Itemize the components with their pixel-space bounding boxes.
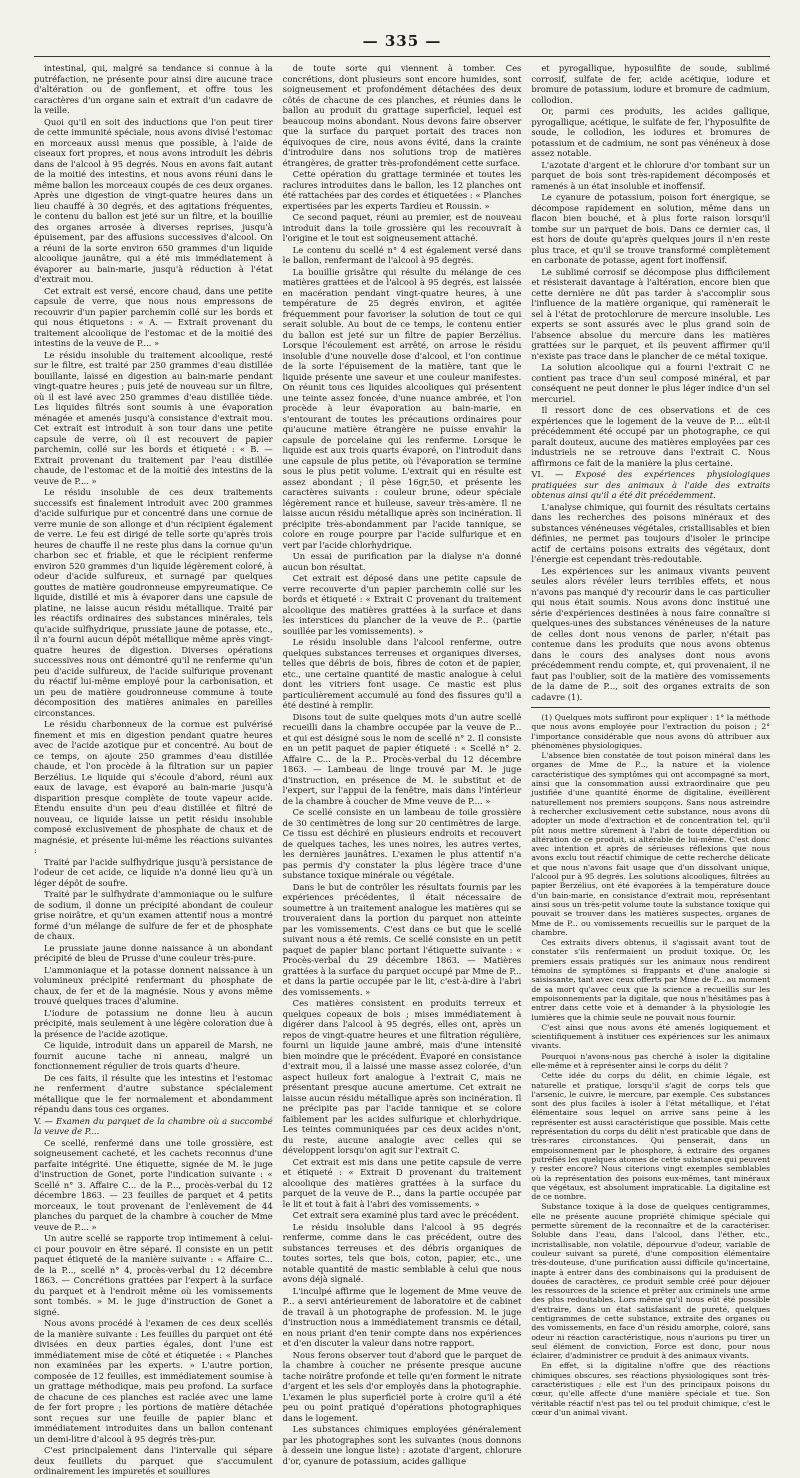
paragraph: La bouillie grisâtre qui résulte du mélange de ces matières grattées et de l'alcool à 95 degrés, est laissée en macération pendant vingt-quatre heures, à une température de 25 degrés environ, et agitée fréquemment pour favoriser la solution de tout ce qui serait soluble. Au bout de ce temps, le contenu entier du ballon est jeté sur un filtre de papier Berzélius. Lorsque l'écoulement est arrêté, on arrose le résidu insoluble d'une nouvelle dose d'alcool, et l'on continue de la sorte l'épuisement de la matière, tant que le liquide présente une saveur et une couleur manifestes. On réunit tous ces liquides alcooliques qui présentent une teinte assez foncée, d'une nuance ambrée, et l'on procède à leur évaporation au bain-marie, en s'entourant de toutes les précautions ordinaires pour qu'aucune matière étrangère ne puisse envahir la capsule de porcelaine qui les renferme. Lorsque le liquide est aux trois quarts évaporé, on l'introduit dans une capsule de plus petite, où l'évaporation se termine sous le plus petit volume. L'extrait qui en résulte est assez abondant ; il pèse 16gr,50, et présente les caractères suivants : couleur brune, odeur spéciale légèrement rance et huileuse, saveur très-amère. Il ne laisse aucun résidu métallique après son incinération. Il précipite très-abondamment par l'acide tannique, se colore en rouge pourpre par l'acide sulfurique et en vert par l'acide chlorhydrique. xyxy=(282,266,522,550)
paragraph: (1) Quelques mots suffiront pour expliquer : 1° la méthode que nous avons employée pour l'extraction du poison ; 2° l'importance considérable que nous avons dû attribuer aux phénomènes physiologiques. xyxy=(531,713,771,750)
paragraph: Traité par l'acide sulfhydrique jusqu'à persistance de l'odeur de cet acide, ce liquide n'a donné lieu qu'à un léger dépôt de soufre. xyxy=(34,856,273,888)
page-number: — 335 — xyxy=(362,32,442,50)
paragraph: Les substances chimiques employées généralement par les photographes sont les suivantes (nous donnons à dessein une longue liste) : azotate d'argent, chlorure d'or, cyanure de potassium, acides gallique xyxy=(282,1424,522,1466)
section-vi-heading xyxy=(531,469,770,501)
paragraph: Nous avons procédé à l'examen de ces deux scellés de la manière suivante : Les feuilles du parquet ont été divisées en deux parties égales, dont l'une est immédiatement mise de côté et étiquetée : « Planches non examinées par les experts. » L'autre portion, composée de 12 feuilles, est immédiatement soumise à un grattage méthodique, mais peu profond. La surface de chacune de ces planches est raclée avec une lame de fer fort propre ; les portions de matière détachée sont reçues sur une feuille de papier blanc et immédiatement introduites dans un ballon contenant un demi-litre d'alcool à 95 degrés très-pur. xyxy=(34,1318,273,1444)
paragraph: L'inculpé affirme que le logement de Mme veuve de P... a servi antérieurement de laboratoire et de cabinet de travail à un photographe de profession. M. le juge d'instruction nous a immédiatement transmis ce détail, en nous priant d'en tenir compte dans nos expériences et d'en discuter la valeur dans notre rapport. xyxy=(282,1285,522,1348)
paragraph: Pourquoi n'avons-nous pas cherché à isoler la digitaline elle-même et à représenter ainsi le corps du délit ? xyxy=(531,1051,771,1070)
paragraph: Le prussiate jaune donne naissance à un abondant précipité de bleu de Prusse d'une couleur très-pure. xyxy=(34,942,273,963)
paragraph: Le contenu du scellé n° 4 est également versé dans le ballon, renfermant de l'alcool à 95 degrés. xyxy=(282,244,522,265)
section-number: V. xyxy=(34,1115,42,1126)
paragraph: Cet extrait est versé, encore chaud, dans une petite capsule de verre, que nous nous empressons de recouvrir d'un papier parchemin collé sur les bords et qui nous étiquetons : « A. — Extrait provenant du traitement alcoolique de l'estomac et de la moitié des intestins de la veuve de P.... » xyxy=(34,285,273,348)
paragraph: Or, parmi ces produits, les acides gallique, pyrogallique, acétique, le sulfate de fer, l'hyposulfite de soude, le collodion, les iodures et bromures de potassium et de cadmium, ne sont pas vénéneux à dose assez notable. xyxy=(531,106,771,158)
paragraph: Le résidu insoluble du traitement alcoolique, resté sur le filtre, est traité par 250 grammes d'eau distillée bouillante, laissé en digestion au bain-marie pendant vingt-quatre heures ; puis jeté de nouveau sur un filtre, où il est lavé avec 250 grammes d'eau distillée tiède. Les liquides filtrés sont soumis à une évaporation ménagée et amenés jusqu'à consistance d'extrait mou. Cet extrait est introduit à son tour dans une petite capsule de verre, où il est recouvert de papier parchemin, collé sur les bords et étiqueté : « B. — Extrait provenant du traitement par l'eau distillée chaude, de l'estomac et de la moitié des intestins de la veuve de P.... » xyxy=(34,349,273,486)
paragraph: Cette idée du corps du délit, en chimie légale, est naturelle et pratique, lorsqu'il s'agit de corps tels que l'arsenic, le cuivre, le mercure, par exemple. Ces substances sont des plus faciles à isoler à l'état métallique, et l'état élémentaire sous lequel on arrive sans peine à les représenter est aussi caractéristique que possible. Mais cette représentation du corps du délit n'est praticable que dans de très-rares circonstances. Qui penserait, dans un empoisonnement par le phosphore, à extraire des organes putréfiés les quelques atomes de cette substance qui peuvent y rester encore? Nous citerions vingt exemples semblables où la représentation des poisons eux-mêmes, tant minéraux que végétaux, est absolument impraticable. La digitaline est de ce nombre. xyxy=(531,1071,771,1202)
text-columns xyxy=(34,63,770,1478)
paragraph: C'est principalement dans l'intervalle qui sépare deux feuillets du parquet que s'accumulent ordinairement les impuretés et souillures xyxy=(34,1445,273,1476)
paragraph: et pyrogallique, hyposulfite de soude, sublimé corrosif, sulfate de fer, acide acétique, iodure et bromure de potassium, iodure et bromure de cadmium, collodion. xyxy=(531,63,771,105)
paragraph: Le résidu charbonneux de la cornue est pulvérisé finement et mis en digestion pendant quatre heures avec de l'acide azotique pur et concentré. Au bout de ce temps, on ajoute 250 grammes d'eau distillée chaude, et l'on procède à la filtration sur un papier Berzélius. Le liquide qui s'écoule d'abord, réuni aux eaux de lavage, est évaporé au bain-marie jusqu'à disparition presque complète de toute vapeur acide. Étendu ensuite d'un peu d'eau distillée et filtré de nouveau, ce liquide laisse un petit résidu insoluble composé exclusivement de phosphate de chaux et de magnésie, et présente lui-même les réactions suivantes : xyxy=(34,719,273,855)
paragraph: Quoi qu'il en soit des inductions que l'on peut tirer de cette immunité spéciale, nous avons divisé l'estomac en morceaux aussi menus que possible, à l'aide de ciseaux fort propres, et nous avons introduit les débris dans de l'alcool à 95 degrés. Nous en avons fait autant de la moitié des intestins, et nous avons réuni dans le même ballon les morceaux coupés de ces deux organes. Après une digestion de vingt-quatre heures dans un lieu chauffé à 30 degrés, et des agitations fréquentes, le contenu du ballon est jeté sur un filtre, et la bouillie des organes arrosée à diverses reprises, jusqu'à épuisement, par des affusions successives d'alcool. On a réuni de la sorte environ 650 grammes d'un liquide alcoolique jaunâtre, qui a été mis immédiatement à évaporer au bain-marie, jusqu'à réduction à l'état d'extrait mou. xyxy=(34,116,273,284)
paragraph: de toute sorte qui viennent à tomber. Ces concrétions, dont plusieurs sont encore humides, sont soigneusement et profondément détachées des deux côtés de chacune de ces planches, et réunies dans le ballon au produit du grattage superficiel, lequel est beaucoup moins abondant. Nous devons faire observer que la surface du parquet portait des traces non équivoques de cire, nous avons évité, dans la crainte d'introduire dans nos solutions trop de matières étrangères, de gratter très-profondément cette surface. xyxy=(282,63,522,168)
column-left xyxy=(34,63,273,1478)
paragraph: Ces extraits divers obtenus, il s'agissait avant tout de constater s'ils renfermaient un produit toxique. Or, les premiers essais pratiqués sur les animaux nous rendirent témoins de symptômes si frappants et d'une analogie si saisissante, tant avec ceux offerts par Mme de P... au moment de sa mort qu'avec ceux que la science a recueillis sur les empoisonnements par la digitale, que nous n'hésitâmes pas à entrer dans cette voie et à demander à la physiologie les lumières que la chimie seule ne pouvait nous fournir. xyxy=(531,938,771,1022)
column-right xyxy=(531,63,770,1478)
left-paragraphs xyxy=(34,63,273,1115)
paragraph: Un autre scellé se rapporte trop intimement à celui-ci pour pouvoir en être séparé. Il consiste en un petit paquet étiqueté de la manière suivante : « Affaire C... de la P..., scellé n° 4, procès-verbal du 12 décembre 1863. — Concrétions grattées par l'expert à la surface du parquet et à l'endroit même où les vomissements sont tombés. » M. le juge d'instruction de Gonet a signé. xyxy=(34,1233,273,1317)
paragraph: intestinal, qui, malgré sa tendance si connue à la putréfaction, ne présente pour ainsi dire aucune trace d'altération ou de gonflement, et offre tous les caractères d'un organe sain et extrait d'un cadavre de la veille. xyxy=(34,63,273,115)
paragraph: Cet extrait est déposé dans une petite capsule de verre recouverte d'un papier parchemin collé sur les bords et étiqueté : « Extrait C provenant du traitement alcoolique des matières grattées à la surface et dans les interstices du plancher de la veuve de P... (partie souillée par les vomissements). » xyxy=(282,573,522,636)
paragraph: L'analyse chimique, qui fournit des résultats certains dans les recherches des poisons minéraux et des substances vénéneuses végétales, cristallisables et bien définies, ne permet pas toujours d'isoler le principe actif de certains poisons extraits des végétaux, dont l'énergie est cependant très-redoutable. xyxy=(531,501,771,564)
paragraph: L'ammoniaque et la potasse donnent naissance à un volumineux précipité renfermant du phosphate de chaux, de fer et de la magnésie. Nous y avons même trouvé quelques traces d'alumine. xyxy=(34,964,273,1006)
page-header xyxy=(34,30,770,57)
column-middle xyxy=(283,63,522,1478)
paragraph: Le résidu insoluble de ces deux traitements successifs est finalement introduit avec 200 grammes d'acide sulfurique pur et concentré dans une cornue de verre munie de son allonge et d'un récipient également de verre. Le feu est dirigé de telle sorte qu'après trois heures de chauffe il ne reste plus dans la cornue qu'un charbon sec et friable, et que le récipient renferme environ 520 grammes d'un liquide légèrement coloré, à odeur d'acide sulfureux, et surnagé par quelques gouttes de matière goudronneuse empyreumatique. Ce liquide, distillé et mis à évaporer dans une capsule de platine, ne laisse aucun résidu métallique. Traité par les réactifs ordinaires des substances minérales, tels qu'acide sulfhydrique, prussiate jaune de potasse, etc., il n'a fourni aucun dépôt métallique même après vingt-quatre heures de digestion. Diverses opérations successives nous ont démontré qu'il ne renferme qu'un peu d'acide sulfureux, de l'acide sulfurique provenant du réactif lui-même employé pour la carbonisation, et un peu de matière goudronneuse commune à toute décomposition des matières animales en pareilles circonstances. xyxy=(34,487,273,718)
paragraph: Ce second paquet, réuni au premier, est de nouveau introduit dans la toile grossière qui les recouvrait à l'origine et le tout est soigneusement attaché. xyxy=(282,212,522,243)
paragraph: Ce liquide, introduit dans un appareil de Marsh, ne fournit aucune tache ni anneau, malgré un fonctionnement régulier de trois quarts d'heure. xyxy=(34,1040,273,1071)
right-paragraphs xyxy=(531,63,770,468)
footnotes xyxy=(531,713,770,1417)
paragraph: Le résidu insoluble dans l'alcool renferme, outre quelques substances terreuses et organiques diverses, telles que débris de bois, fibres de coton et de papier, etc., une certaine quantité de mastic analogue à celui dont les vitriers font usage. Ce mastic est plus particulièrement accumulé au fond des fissures qu'il a été destiné à remplir. xyxy=(282,637,522,710)
paragraph: Traité par le sulfhydrate d'ammoniaque ou le sulfure de sodium, il donne un précipité abondant de couleur grise noirâtre, et qu'un examen attentif nous a montré formé d'un mélange de sulfure de fer et de phosphate de chaux. xyxy=(34,889,273,941)
left-after-paragraphs xyxy=(34,1138,273,1477)
paragraph: Le sublimé corrosif se décompose plus difficilement et résisterait davantage à l'altération, encore bien que cette dernière ne dût pas tarder à s'accomplir sous l'influence de la matière organique, qui ramènerait le sel à l'état de protochlorure de mercure insoluble. Les experts se sont assurés avec le plus grand soin de l'absence absolue du mercure dans les matières grattées sur le parquet, et ils peuvent affirmer qu'il n'existe pas trace dans le plancher de ce métal toxique. xyxy=(531,266,771,361)
section-title: — Exposé des expériences physiologiques pratiquées sur des animaux à l'aide des extraits obtenus ainsi qu'il a été dit précédemment. xyxy=(531,469,771,500)
paragraph: En effet, si la digitaline n'offre que des réactions chimiques obscures, ses réactions physiologiques sont très-caractéristiques ; elle est l'un des principaux poisons du cœur, qu'elle affecte d'une manière spéciale et tue. Son véritable réactif n'est pas tel ou tel produit chimique, c'est le cœur d'un animal vivant. xyxy=(531,1361,771,1417)
paragraph: Un essai de purification par la dialyse n'a donné aucun bon résultat. xyxy=(282,551,522,572)
paragraph: Substance toxique à la dose de quelques centigrammes, elle ne présente aucune propriété chimique spéciale qui permette sûrement de la reconnaître et de la caractériser. Soluble dans l'eau, dans l'alcool, dans l'éther, etc., incristallisable, non volatile, dépourvue d'odeur, variable de couleur suivant sa pureté, d'une composition élémentaire très-douteuse, d'une purification aussi difficile qu'incertaine, inapte à entrer dans des combinaisons qui la produisent de douées de caractères, ce produit semble créé pour déjouer les ressources de la science et prêter aux criminels une arme des plus redoutables. Lors même qu'il nous eût été possible d'extraire, dans un état satisfaisant de pureté, quelques centigrammes de cette substance, extraite des organes ou des vomissements, en face d'un résidu amorphe, coloré, sans odeur ni réaction caractéristique, nous n'aurions pu tirer un seul élément de conviction, Force est donc, pour nous éclairer, d'administrer ce produit à des animaux vivants. xyxy=(531,1202,771,1361)
paragraph: Il ressort donc de ces observations et de ces expériences que le logement de la veuve de P.... eût-il précédemment été occupé par un photographe, ce qui paraît douteux, aucune des matières employées par ces industriels ne se retrouve dans l'extrait C. Nous affirmons ce fait de la manière la plus certaine. xyxy=(531,405,771,468)
paragraph: Les expériences sur les animaux vivants peuvent seules alors révéler leurs terribles effets, et nous n'avons pas manqué d'y recourir dans le cas particulier qui nous était soumis. Nous avons donc institué une série d'expériences destinées à nous faire connaître si quelques-unes des substances vénéneuses de la nature de celles dont nous venons de parler, n'était pas contenue dans les produits que nous avons obtenus dans le cours des analyses dont nous avons précédemment rendu compte, et, qui provenaient, il ne faut pas l'oublier, soit de la matière des vomissements de la dame de P..., soit des organes extraits de son cadavre (1). xyxy=(531,565,771,702)
paragraph: Nous ferons observer tout d'abord que le parquet de la chambre à coucher ne présente presque aucune tache noirâtre profonde et telle qu'en forment le nitrate d'argent et les sels d'or employés dans la photographie. L'examen le plus superficiel porte à croire qu'il a été peu ou point pratiqué d'opérations photographiques dans le logement. xyxy=(282,1349,522,1423)
paragraph: Cet extrait est mis dans une petite capsule de verre et étiqueté : « Extrait D provenant du traitement alcoolique des matières grattées à la surface du parquet de la veuve de P..., dans la partie occupée par le lit et tout à fait à l'abri des vomissements. » xyxy=(282,1156,522,1209)
section-number: VI. xyxy=(531,469,544,479)
paragraph: Le résidu insoluble dans l'alcool à 95 degrés renferme, comme dans le cas précédent, outre des substances terreuses et des débris organiques de toutes sortes, tels que bois, coton, papier, etc., une notable quantité de mastic semblable à celui que nous avons déjà signalé. xyxy=(282,1221,522,1284)
paragraph: Le cyanure de potassium, poison fort énergique, se décompose rapidement en solution, même dans un flacon bien bouché, et à plus forte raison lorsqu'il tombe sur un parquet de bois. Dans ce dernier cas, il est hors de doute qu'après quelques jours il n'en reste plus trace, et qu'il se trouve transformé complètement en carbonate de potasse, agent fort inoffensif. xyxy=(531,192,771,265)
paragraph: L'absence bien constatée de tout poison minéral dans les organes de Mme de P..., la nature et la violence caractéristique des symptômes qui ont accompagné sa mort, ainsi que la consommation aussi extraordinaire que peu justifiée d'une quantité énorme de digitaline, éveillèrent naturellement nos premiers soupçons. Sans nous astreindre à rechercher exclusivement cette substance, nous avons dû adopter un mode d'extraction et de concentration tel, qu'il pût nous mettre sûrement à l'abri de toute déperdition ou altération de ce produit, si altérable de lui-même. C'est donc avec intention et après de sérieuses réflexions que nous avons exclu tout réactif chimique de cette recherche délicate et que nous n'avons fait usage que d'un dissolvant unique, l'alcool pur à 95 degrés. Les solutions alcooliques, filtrées au papier Berzélius, ont été évaporées à la température douce d'un bain-marie, en consistance d'extrait mou, représentant ainsi sous un très-petit volume toute la substance toxique qui pouvait se trouver dans les matières suspectes, organes de Mme de P... ou vomissements recueillis sur le parquet de la chambre. xyxy=(531,751,771,937)
paragraph: Ce scellé consiste en un lambeau de toile grossière de 30 centimètres de long sur 20 centimètres de large. Ce tissu est déchiré en plusieurs endroits et recouvert de quelques taches, les unes noires, les autres vertes, les dernières jaunâtres. L'examen le plus attentif n'a pas permis d'y constater la plus légère trace d'une substance toxique minérale ou végétale. xyxy=(282,807,522,880)
right-after-paragraphs xyxy=(531,502,770,703)
paragraph: Cet extrait sera examiné plus tard avec le précédent. xyxy=(292,1210,519,1220)
paragraph: L'iodure de potassium ne donne lieu à aucun précipité, mais seulement à une légère coloration due à la présence de l'acide azotique. xyxy=(34,1007,273,1039)
paragraph: La solution alcoolique qui a fourni l'extrait C ne contient pas trace d'un seul composé minéral, et par conséquent ne peut donner le plus léger indice d'un sel mercuriel. xyxy=(531,362,771,404)
footnote-divider xyxy=(531,707,770,708)
paragraph: C'est ainsi que nous avons été amenés logiquement et scientifiquement à instituer ces expériences sur les animaux vivants. xyxy=(531,1022,771,1051)
middle-paragraphs xyxy=(283,63,522,1466)
paragraph: Disons tout de suite quelques mots d'un autre scellé recueilli dans la chambre occupée par la veuve de P... et qui est désigné sous le nom de scellé n° 2. Il consiste en un petit paquet de papier étiqueté : « Scellé n° 2. Affaire C... de la P... Procès-verbal du 12 décembre 1863. — Lambeau de linge trouvé par M. le juge d'instruction, en présence de M. le substitut et de l'expert, sur l'appui de la fenêtre, mais dans l'intérieur de la chambre à coucher de Mme veuve de P.... » xyxy=(282,711,522,806)
paragraph: L'azotate d'argent et le chlorure d'or tombant sur un parquet de bois sont très-rapidement décomposés et ramenés à un état insoluble et inoffensif. xyxy=(531,159,771,191)
paragraph: Dans le but de contrôler les résultats fournis par les expériences précédentes, il était nécessaire de soumettre à un traitement analogue les matières qui se trouveraient dans la portion du parquet non atteinte par les vomissements. C'est dans ce but que le scellé suivant nous a été remis. Ce scellé consiste en un petit paquet de papier blanc portant l'étiquette suivante : « Procès-verbal du 29 décembre 1863. — Matières grattées à la surface du parquet occupé par Mme de P... et dans la partie occupée par le lit, c'est-à-dire à l'abri des vomissements. » xyxy=(282,881,522,997)
section-title: — Examen du parquet de la chambre où a succombé la veuve de P.... xyxy=(34,1115,273,1136)
section-v-heading xyxy=(34,1116,273,1137)
paragraph: Cette opération du grattage terminée et toutes les raclures introduites dans le ballon, les 12 planches ont été rattachées par des cordes et étiquetées : « Planches expertisées par les experts Tardieu et Roussin. » xyxy=(282,169,522,211)
paragraph: Ce scellé, renfermé dans une toile grossière, est soigneusement cacheté, et les cachets reconnus d'une parfaite intégrité. Une étiquette, signée de M. le juge d'instruction de Gonet, porte l'indication suivante : « Scellé n° 3. Affaire C... de la P..., procès-verbal du 12 décembre 1863. — 23 feuilles de parquet et 4 petits morceaux, le tout provenant de l'enlèvement de 44 planches du parquet de la chambre à coucher de Mme veuve de P.... » xyxy=(34,1137,273,1232)
paragraph: Ces matières consistent en produits terreux et quelques copeaux de bois ; mises immédiatement à digérer dans l'alcool à 95 degrés, elles ont, après un repos de vingt-quatre heures et une filtration régulière, fourni un liquide jaune ambré, mais d'une intensité bien moindre que le précédent. Évaporé en consistance d'extrait mou, il a laissé une masse assez colorée, d'un aspect huileux fort analogue à l'extrait C, mais ne présentant presque aucune amertume. Cet extrait ne laisse aucun résidu métallique après son incinération. Il ne précipite pas par l'acide tannique et se colore faiblement par les acides sulfurique et chlorhydrique. Les teintes communiquées par ces deux acides n'ont, du reste, aucune analogie avec celles qui se développent lorsqu'on agit sur l'extrait C. xyxy=(282,998,522,1155)
paragraph: De ces faits, il résulte que les intestins et l'estomac ne renferment d'autre substance spécialement métallique que le fer normalement et abondamment répandu dans tous ces organes. xyxy=(34,1072,273,1114)
